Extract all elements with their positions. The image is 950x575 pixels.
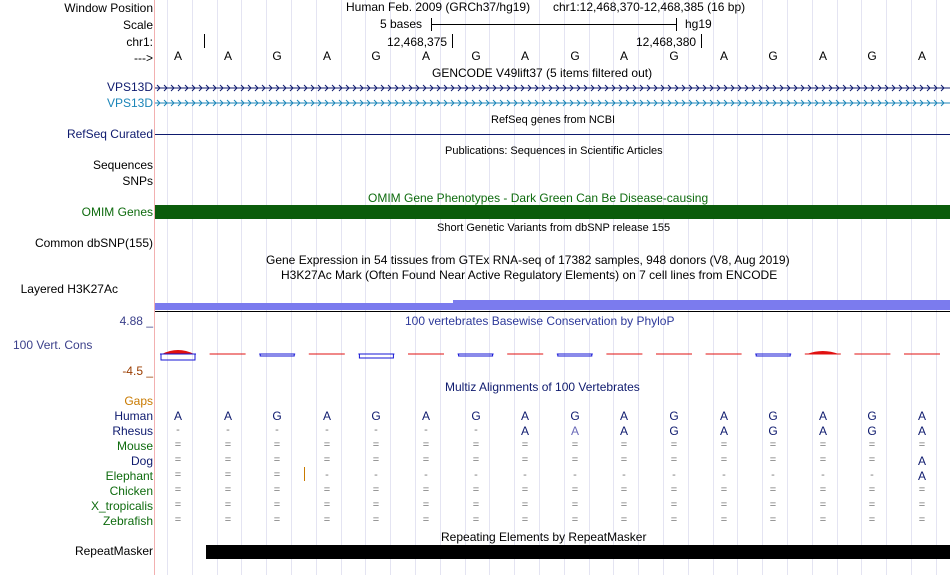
alignment-cell: = bbox=[670, 484, 678, 496]
alignment-cell: - bbox=[672, 469, 676, 481]
gencode-track-title[interactable]: GENCODE V49lift37 (5 items filtered out) bbox=[432, 66, 653, 80]
gene-label-vps13d-2[interactable]: VPS13D bbox=[106, 96, 153, 110]
base-letter: G bbox=[471, 49, 481, 63]
alignment-cell: = bbox=[422, 514, 430, 526]
alignment-cell: = bbox=[769, 439, 777, 451]
base-letter: A bbox=[223, 49, 232, 63]
refseq-gene-line[interactable] bbox=[155, 134, 950, 135]
base-letter: G bbox=[570, 49, 580, 63]
phylop-negative-dip bbox=[558, 354, 592, 356]
alignment-cell: = bbox=[868, 439, 876, 451]
alignment-cell: = bbox=[323, 454, 331, 466]
alignment-cell: = bbox=[472, 454, 480, 466]
alignment-cell: = bbox=[521, 454, 529, 466]
coordinate-label-2: 12,468,380 bbox=[636, 35, 697, 49]
alignment-cell: - bbox=[722, 469, 726, 481]
alignment-cell: = bbox=[769, 454, 777, 466]
track-area[interactable] bbox=[155, 0, 950, 575]
alignment-cell: = bbox=[372, 454, 380, 466]
alignment-cell: - bbox=[573, 469, 577, 481]
base-letter: G bbox=[371, 49, 381, 63]
alignment-cell: = bbox=[521, 499, 529, 511]
alignment-cell: G bbox=[669, 409, 679, 423]
alignment-cell: = bbox=[868, 484, 876, 496]
alignment-cell: = bbox=[422, 439, 430, 451]
snps-track-label[interactable]: SNPs bbox=[122, 174, 153, 188]
alignment-cell: G bbox=[867, 409, 877, 423]
dbsnp-track-label[interactable]: Common dbSNP(155) bbox=[34, 236, 153, 250]
alignment-cell: = bbox=[174, 469, 182, 481]
h3k27ac-area bbox=[155, 300, 950, 310]
base-letter: A bbox=[917, 49, 926, 63]
alignment-cell: = bbox=[769, 514, 777, 526]
alignment-cell: = bbox=[918, 514, 926, 526]
alignment-cell: = bbox=[571, 499, 579, 511]
alignment-cell: = bbox=[273, 439, 281, 451]
alignment-cell: = bbox=[323, 484, 331, 496]
alignment-cell: = bbox=[174, 514, 182, 526]
alignment-cell: G bbox=[867, 424, 877, 438]
alignment-cell: = bbox=[868, 499, 876, 511]
alignment-cell: = bbox=[620, 499, 628, 511]
species-label: Elephant bbox=[105, 469, 153, 483]
alignment-cell: A bbox=[917, 469, 926, 483]
base-letter: A bbox=[520, 49, 529, 63]
alignment-cell: = bbox=[422, 484, 430, 496]
alignment-cell: = bbox=[372, 499, 380, 511]
gene-label-vps13d-1[interactable]: VPS13D bbox=[106, 80, 153, 94]
h3k27ac-signal[interactable] bbox=[155, 298, 950, 310]
species-label: Zebrafish bbox=[102, 514, 153, 528]
alignment-cell: G bbox=[669, 424, 679, 438]
alignment-cell: A bbox=[520, 424, 529, 438]
phylop-track-label[interactable]: 100 Vert. Cons bbox=[13, 338, 93, 352]
alignment-cell: A bbox=[917, 454, 926, 468]
alignment-cell: G bbox=[768, 424, 778, 438]
alignment-cell: = bbox=[472, 484, 480, 496]
phylop-top-line bbox=[155, 311, 950, 312]
strand-label: ---> bbox=[134, 51, 153, 65]
base-letter: A bbox=[719, 49, 728, 63]
scale-bar-start bbox=[431, 18, 432, 31]
alignment-cell: A bbox=[917, 409, 926, 423]
multiz-track-title: Multiz Alignments of 100 Vertebrates bbox=[445, 380, 640, 394]
base-letter: G bbox=[669, 49, 679, 63]
base-letter: G bbox=[768, 49, 778, 63]
alignment-cell: A bbox=[719, 409, 728, 423]
alignment-cell: A bbox=[619, 424, 628, 438]
alignment-cell: = bbox=[819, 439, 827, 451]
scale-bar bbox=[431, 24, 677, 25]
species-label: Chicken bbox=[109, 484, 153, 498]
species-label: Mouse bbox=[116, 439, 153, 453]
alignment-cell: = bbox=[918, 439, 926, 451]
alignment-cell: = bbox=[670, 499, 678, 511]
chromosome-label: chr1: bbox=[126, 35, 153, 49]
alignment-cell: = bbox=[472, 514, 480, 526]
alignment-cell: = bbox=[372, 484, 380, 496]
window-position-label: Window Position bbox=[64, 1, 153, 15]
alignment-cell: = bbox=[273, 469, 281, 481]
phylop-max-label: 4.88 _ bbox=[119, 314, 153, 328]
scale-assembly: hg19 bbox=[685, 17, 712, 31]
alignment-cell: = bbox=[521, 484, 529, 496]
alignment-cell: G bbox=[570, 409, 580, 423]
alignment-cell: - bbox=[870, 469, 874, 481]
alignment-cell: = bbox=[918, 499, 926, 511]
alignment-cell: = bbox=[273, 514, 281, 526]
phylop-min-label: -4.5 _ bbox=[122, 364, 153, 378]
alignment-cell: - bbox=[325, 469, 329, 481]
species-label: Dog bbox=[130, 454, 153, 468]
alignment-cell: = bbox=[174, 454, 182, 466]
omim-track-title: OMIM Gene Phenotypes - Dark Green Can Be Disease-causing bbox=[368, 191, 709, 205]
alignment-cell: = bbox=[174, 499, 182, 511]
alignment-cell: = bbox=[224, 499, 232, 511]
gene-track-vps13d-1[interactable] bbox=[155, 84, 950, 92]
alignment-cell: = bbox=[323, 439, 331, 451]
alignment-cell: - bbox=[622, 469, 626, 481]
base-letter: A bbox=[818, 49, 827, 63]
ruler-tick-start bbox=[204, 34, 205, 48]
alignment-cell: = bbox=[224, 469, 232, 481]
alignment-cell: = bbox=[174, 484, 182, 496]
dbsnp-track-title: Short Genetic Variants from dbSNP release 155 bbox=[437, 222, 671, 234]
gtex-track-title: Gene Expression in 54 tissues from GTEx RNA-seq of 17382 samples, 948 donors (V8, Aug 2019) bbox=[266, 253, 790, 267]
alignment-cell: = bbox=[868, 514, 876, 526]
alignment-cell: = bbox=[720, 484, 728, 496]
phylop-positive-peak bbox=[807, 351, 839, 354]
base-letter: A bbox=[322, 49, 331, 63]
alignment-cell: = bbox=[819, 484, 827, 496]
h3k27ac-track-title: H3K27Ac Mark (Often Found Near Active Regulatory Elements) on 7 cell lines from ENCODE bbox=[281, 268, 778, 282]
phylop-negative-dip bbox=[161, 354, 195, 360]
alignment-cell: A bbox=[173, 409, 182, 423]
alignment-cell: G bbox=[371, 409, 381, 423]
scale-label: Scale bbox=[122, 18, 153, 32]
coordinate-label-1: 12,468,375 bbox=[387, 35, 448, 49]
alignment-cell: = bbox=[819, 454, 827, 466]
alignment-cell: = bbox=[868, 454, 876, 466]
alignment-cell: - bbox=[374, 469, 378, 481]
alignment-cell: = bbox=[571, 484, 579, 496]
alignment-cell: - bbox=[771, 469, 775, 481]
alignment-cell: - bbox=[474, 469, 478, 481]
ruler-tick-375 bbox=[452, 34, 453, 48]
alignment-cell: = bbox=[819, 514, 827, 526]
alignment-cell: = bbox=[174, 439, 182, 451]
alignment-cell: - bbox=[821, 469, 825, 481]
alignment-cell: G bbox=[471, 409, 481, 423]
alignment-cell: = bbox=[571, 439, 579, 451]
alignment-cell: A bbox=[818, 409, 827, 423]
phylop-negative-dip bbox=[359, 354, 393, 358]
scale-text: 5 bases bbox=[380, 17, 423, 31]
elephant-gap-marker bbox=[304, 467, 305, 481]
gene-track-vps13d-2[interactable] bbox=[155, 99, 950, 107]
alignment-cell: = bbox=[273, 454, 281, 466]
base-letter: G bbox=[867, 49, 877, 63]
alignment-cell: = bbox=[224, 514, 232, 526]
alignment-cell: = bbox=[224, 454, 232, 466]
base-letter: A bbox=[421, 49, 430, 63]
alignment-cell: = bbox=[720, 454, 728, 466]
species-label: X_tropicalis bbox=[90, 499, 153, 513]
alignment-cell: - bbox=[226, 424, 230, 436]
omim-gene-bar[interactable] bbox=[155, 205, 950, 219]
species-label: Rhesus bbox=[112, 424, 153, 438]
base-letter: A bbox=[619, 49, 628, 63]
alignment-cell: - bbox=[523, 469, 527, 481]
alignment-cell: G bbox=[768, 409, 778, 423]
alignment-cell: = bbox=[224, 484, 232, 496]
alignment-cell: A bbox=[818, 424, 827, 438]
alignment-cell: = bbox=[769, 499, 777, 511]
alignment-cell: G bbox=[272, 409, 282, 423]
h3k27ac-track-label[interactable]: Layered H3K27Ac bbox=[20, 282, 118, 296]
omim-track-label[interactable]: OMIM Genes bbox=[81, 205, 153, 219]
gaps-label: Gaps bbox=[124, 394, 153, 408]
phylop-negative-dip bbox=[459, 354, 493, 356]
alignment-cell: = bbox=[273, 484, 281, 496]
alignment-cell: = bbox=[720, 439, 728, 451]
alignment-cell: A bbox=[570, 424, 579, 438]
scale-bar-end bbox=[676, 18, 677, 31]
phylop-negative-dip bbox=[756, 354, 790, 356]
species-label: Human bbox=[114, 409, 153, 423]
repeatmasker-track-title: Repeating Elements by RepeatMasker bbox=[441, 530, 647, 544]
alignment-cell: A bbox=[719, 424, 728, 438]
alignment-cell: = bbox=[323, 499, 331, 511]
alignment-cell: = bbox=[472, 499, 480, 511]
alignment-cell: A bbox=[322, 409, 331, 423]
assembly-title: Human Feb. 2009 (GRCh37/hg19) bbox=[346, 0, 531, 14]
alignment-cell: A bbox=[917, 424, 926, 438]
alignment-cell: = bbox=[372, 514, 380, 526]
alignment-cell: - bbox=[424, 469, 428, 481]
alignment-cell: = bbox=[769, 484, 777, 496]
ruler-tick-380 bbox=[701, 34, 702, 48]
repeatmasker-element[interactable] bbox=[206, 545, 950, 559]
base-letter: A bbox=[173, 49, 182, 63]
alignment-cell: = bbox=[571, 514, 579, 526]
alignment-cell: = bbox=[670, 439, 678, 451]
alignment-cell: = bbox=[323, 514, 331, 526]
alignment-cell: A bbox=[619, 409, 628, 423]
base-letter: G bbox=[272, 49, 282, 63]
alignment-cell: = bbox=[372, 439, 380, 451]
alignment-cell: = bbox=[273, 499, 281, 511]
alignment-cell: = bbox=[670, 454, 678, 466]
alignment-cell: = bbox=[422, 499, 430, 511]
alignment-cell: A bbox=[520, 409, 529, 423]
alignment-cell: A bbox=[421, 409, 430, 423]
publications-track-title: Publications: Sequences in Scientific Articles bbox=[445, 145, 663, 157]
refseq-track-label[interactable]: RefSeq Curated bbox=[66, 127, 153, 141]
phylop-track-title: 100 vertebrates Basewise Conservation by PhyloP bbox=[405, 314, 675, 328]
alignment-cell: = bbox=[720, 499, 728, 511]
repeatmasker-track-label[interactable]: RepeatMasker bbox=[74, 544, 153, 558]
alignment-cell: - bbox=[176, 424, 180, 436]
alignment-cell: A bbox=[223, 409, 232, 423]
alignment-cell: = bbox=[224, 439, 232, 451]
alignment-cell: = bbox=[422, 454, 430, 466]
alignment-cell: - bbox=[424, 424, 428, 436]
alignment-cell: = bbox=[620, 439, 628, 451]
alignment-cell: = bbox=[620, 454, 628, 466]
alignment-cell: = bbox=[918, 484, 926, 496]
phylop-signal[interactable] bbox=[155, 345, 950, 365]
alignment-cell: = bbox=[620, 514, 628, 526]
alignment-cell: = bbox=[620, 484, 628, 496]
alignment-cell: = bbox=[521, 514, 529, 526]
sequences-track-label[interactable]: Sequences bbox=[92, 158, 153, 172]
alignment-cell: - bbox=[275, 424, 279, 436]
alignment-cell: - bbox=[325, 424, 329, 436]
alignment-cell: = bbox=[521, 439, 529, 451]
alignment-cell: = bbox=[472, 439, 480, 451]
alignment-cell: = bbox=[819, 499, 827, 511]
alignment-cell: = bbox=[720, 514, 728, 526]
phylop-negative-dip bbox=[260, 354, 294, 356]
refseq-track-title: RefSeq genes from NCBI bbox=[491, 114, 616, 126]
position-title: chr1:12,468,370-12,468,385 (16 bp) bbox=[553, 0, 746, 14]
alignment-cell: = bbox=[670, 514, 678, 526]
alignment-cell: - bbox=[374, 424, 378, 436]
alignment-cell: - bbox=[474, 424, 478, 436]
alignment-cell: = bbox=[571, 454, 579, 466]
phylop-positive-peak bbox=[162, 350, 194, 354]
